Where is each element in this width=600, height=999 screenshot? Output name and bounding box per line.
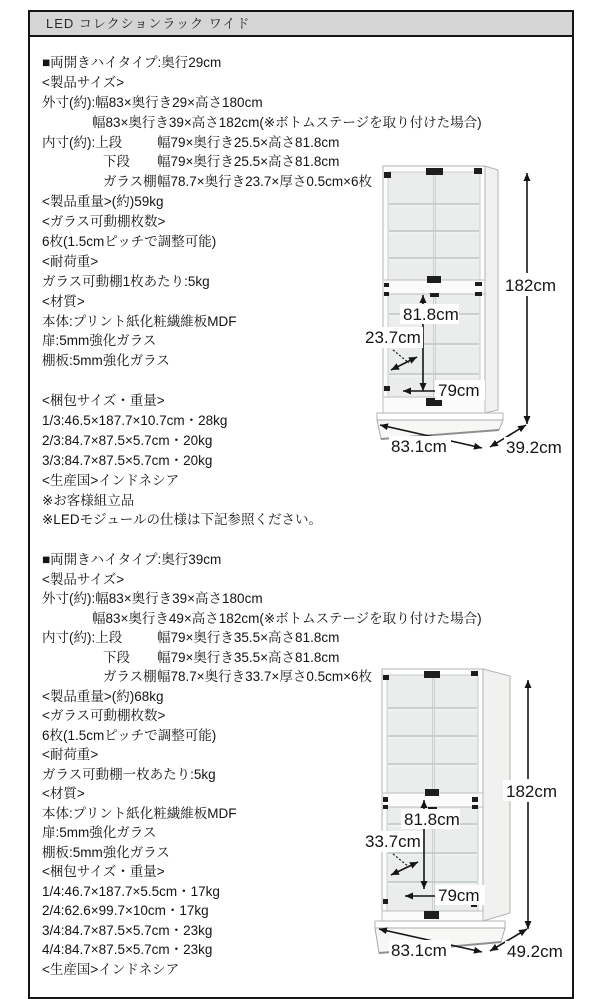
spec-sheet — [28, 10, 574, 999]
spec-text: 2/4:62.6×99.7×10cm・17kg — [42, 903, 209, 918]
dim-inner-width-label: 79cm — [438, 381, 480, 400]
spec-text: 内寸(約):上段 — [42, 134, 123, 150]
spec-line — [42, 489, 557, 509]
bottom-stage — [377, 413, 503, 439]
spec-text: 扉:5mm強化ガラス — [42, 333, 157, 349]
dim-height-label: 182cm — [506, 782, 558, 801]
spec-text: ガラス可動棚1枚あたり:5kg — [42, 273, 210, 289]
spec-text: 外寸(約):幅83×奥行き39×高さ180cm — [42, 591, 263, 606]
spec-line — [42, 508, 557, 528]
spec-text: <梱包サイズ・重量> — [42, 864, 165, 879]
spec-text: <材質> — [42, 786, 85, 801]
dim-inner-width-label: 79cm — [438, 886, 480, 905]
spec-text: 幅79×奥行き25.5×高さ81.8cm — [157, 154, 340, 170]
spec-text: 幅78.7×奥行き33.7×厚さ0.5cm×6枚 — [157, 669, 372, 684]
dim-depth-label: 39.2cm — [506, 438, 562, 457]
spec-text: 本体:プリント紙化粧繊維板MDF — [42, 313, 237, 329]
spec-text: <生産国>インドネシア — [42, 472, 180, 488]
spec-text: 4/4:84.7×87.5×5.7cm・23kg — [42, 942, 213, 957]
spec-text: 3/4:84.7×87.5×5.7cm・23kg — [42, 922, 213, 938]
page-title: LED コレクションラック ワイド — [28, 10, 574, 37]
dim-inner-height-label: 81.8cm — [403, 305, 459, 324]
spec-text: 1/3:46.5×187.7×10.7cm・28kg — [42, 413, 228, 429]
spec-text: 本体:プリント紙化粧繊維板MDF — [42, 805, 237, 821]
spec-line — [42, 111, 557, 131]
spec-text: ガラス棚 — [103, 669, 157, 684]
spec-text: ガラス可動棚一枚あたり:5kg — [42, 766, 216, 782]
spec-text: ■両開きハイタイプ:奥行29cm — [42, 55, 222, 70]
spec-line — [42, 91, 557, 111]
spec-text: <製品サイズ> — [42, 571, 125, 587]
spec-text: <ガラス可動棚枚数> — [42, 708, 166, 723]
spec-text: <製品重量>(約)68kg — [42, 688, 164, 704]
spec-line — [42, 568, 557, 588]
spec-text: 棚板:5mm強化ガラス — [42, 844, 170, 860]
spec-text: 2/3:84.7×87.5×5.7cm・20kg — [42, 432, 213, 448]
spec-text: 下段 — [103, 649, 130, 665]
spec-text: 幅78.7×奥行き23.7×厚さ0.5cm×6枚 — [157, 174, 372, 190]
spec-text: 幅79×奥行き35.5×高さ81.8cm — [157, 649, 340, 665]
dim-width-label: 83.1cm — [391, 437, 447, 456]
spec-line — [42, 131, 557, 151]
dim-shelf-depth-label: 33.7cm — [365, 832, 421, 851]
spec-text: <製品重量>(約)59kg — [42, 194, 164, 210]
spec-text: ※LEDモジュールの仕様は下記参照ください。 — [42, 512, 323, 528]
spec-text: 内寸(約):上段 — [42, 630, 123, 645]
spec-text: ■両開きハイタイプ:奥行39cm — [42, 552, 222, 567]
spec-content — [28, 37, 574, 999]
cabinet-diagram-depth29 — [355, 161, 574, 463]
spec-text: 棚板:5mm強化ガラス — [42, 353, 170, 369]
spec-line — [42, 548, 557, 568]
dim-width-label: 83.1cm — [391, 941, 447, 960]
spec-text: 外寸(約):幅83×奥行き29×高さ180cm — [42, 94, 263, 110]
spec-text: 6枚(1.5cmピッチで調整可能) — [42, 727, 217, 743]
spec-line — [42, 587, 557, 607]
spec-text: <ガラス可動棚枚数> — [42, 214, 166, 230]
spec-text: <製品サイズ> — [42, 74, 125, 90]
spec-text: 幅83×奥行き49×高さ182cm(※ボトムステージを取り付けた場合) — [92, 610, 482, 626]
dim-height-label: 182cm — [505, 276, 557, 295]
spec-line — [42, 71, 557, 91]
dim-depth-label: 49.2cm — [507, 942, 563, 961]
spec-text: ガラス棚 — [103, 174, 157, 190]
spec-text: 下段 — [103, 154, 130, 170]
spec-line — [42, 469, 557, 489]
spec-text: <耐荷重> — [42, 747, 99, 762]
spec-text: <梱包サイズ・重量> — [42, 393, 165, 409]
spec-text: 幅79×奥行き35.5×高さ81.8cm — [157, 630, 340, 645]
spec-text: ※お客様組立品 — [42, 492, 135, 508]
spec-text: 扉:5mm強化ガラス — [42, 825, 157, 840]
spec-text: 3/3:84.7×87.5×5.7cm・20kg — [42, 452, 213, 468]
spec-text: <材質> — [42, 293, 85, 309]
spec-line — [42, 51, 557, 71]
dim-inner-height-label: 81.8cm — [404, 810, 460, 829]
spec-text: 幅79×奥行き25.5×高さ81.8cm — [157, 134, 340, 150]
spec-line — [42, 607, 557, 627]
cabinet-diagram-depth39 — [355, 661, 574, 973]
spec-text: 1/4:46.7×187.7×5.5cm・17kg — [42, 883, 220, 899]
spec-line — [42, 626, 557, 646]
spec-text: <耐荷重> — [42, 253, 99, 269]
spec-text: 6枚(1.5cmピッチで調整可能) — [42, 234, 217, 250]
dim-shelf-depth-label: 23.7cm — [365, 328, 421, 347]
spec-text: <生産国>インドネシア — [42, 961, 180, 977]
spec-text: 幅83×奥行き39×高さ182cm(※ボトムステージを取り付けた場合) — [92, 114, 482, 130]
